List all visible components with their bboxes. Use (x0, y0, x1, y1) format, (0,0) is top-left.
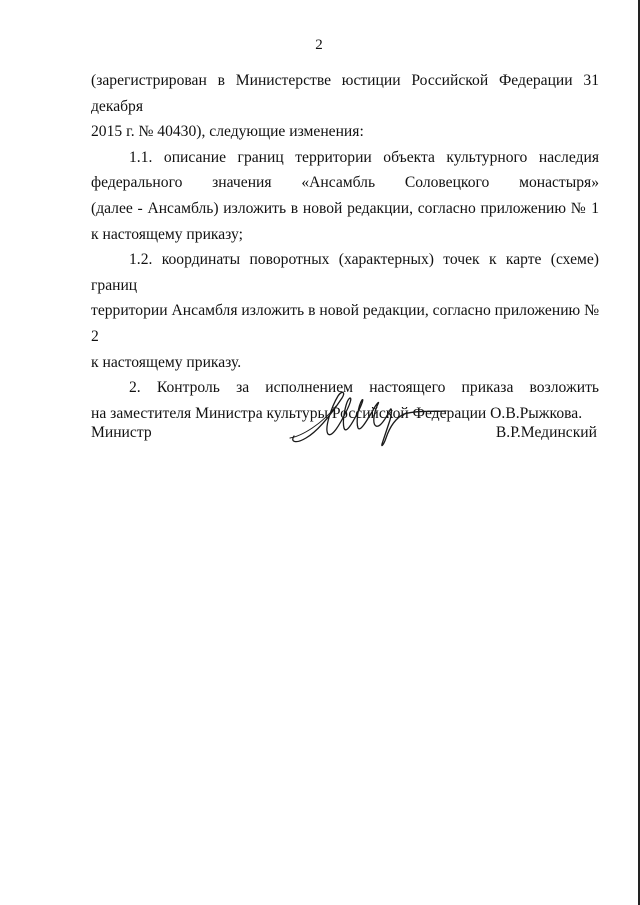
text-line: на заместителя Министра культуры Российской Федерации О.В.Рыжкова. (91, 404, 583, 422)
signatory-name: В.Р.Мединский (495, 424, 597, 441)
signature-row (91, 424, 599, 454)
paragraph-intro (91, 68, 599, 145)
text-line: федерального значения «Ансамбль Соловецкого монастыря» (91, 174, 599, 192)
text-line: 1.2. координаты поворотных (характерных) точек к карте (схеме) границ (91, 251, 599, 294)
document-body (91, 68, 599, 426)
signatory-title: Министр (91, 424, 152, 441)
text-line: 2. Контроль за исполнением настоящего приказа возложить (129, 379, 599, 397)
text-line: (зарегистрирован в Министерстве юстиции Российской Федерации 31 декабря (91, 72, 599, 115)
text-line: 2015 г. № 40430), следующие изменения: (91, 123, 364, 141)
paragraph-1-2 (91, 247, 599, 375)
text-line: 1.1. описание границ территории объекта культурного наследия (129, 148, 599, 166)
text-line: территории Ансамбля изложить в новой редакции, согласно приложению № 2 (91, 302, 599, 345)
text-line: к настоящему приказу; (91, 225, 243, 243)
paragraph-1-1 (91, 145, 599, 247)
text-line: к настоящему приказу. (91, 353, 242, 371)
text-line: (далее - Ансамбль) изложить в новой редакции, согласно приложению № 1 (91, 199, 599, 217)
page-number: 2 (315, 37, 323, 53)
